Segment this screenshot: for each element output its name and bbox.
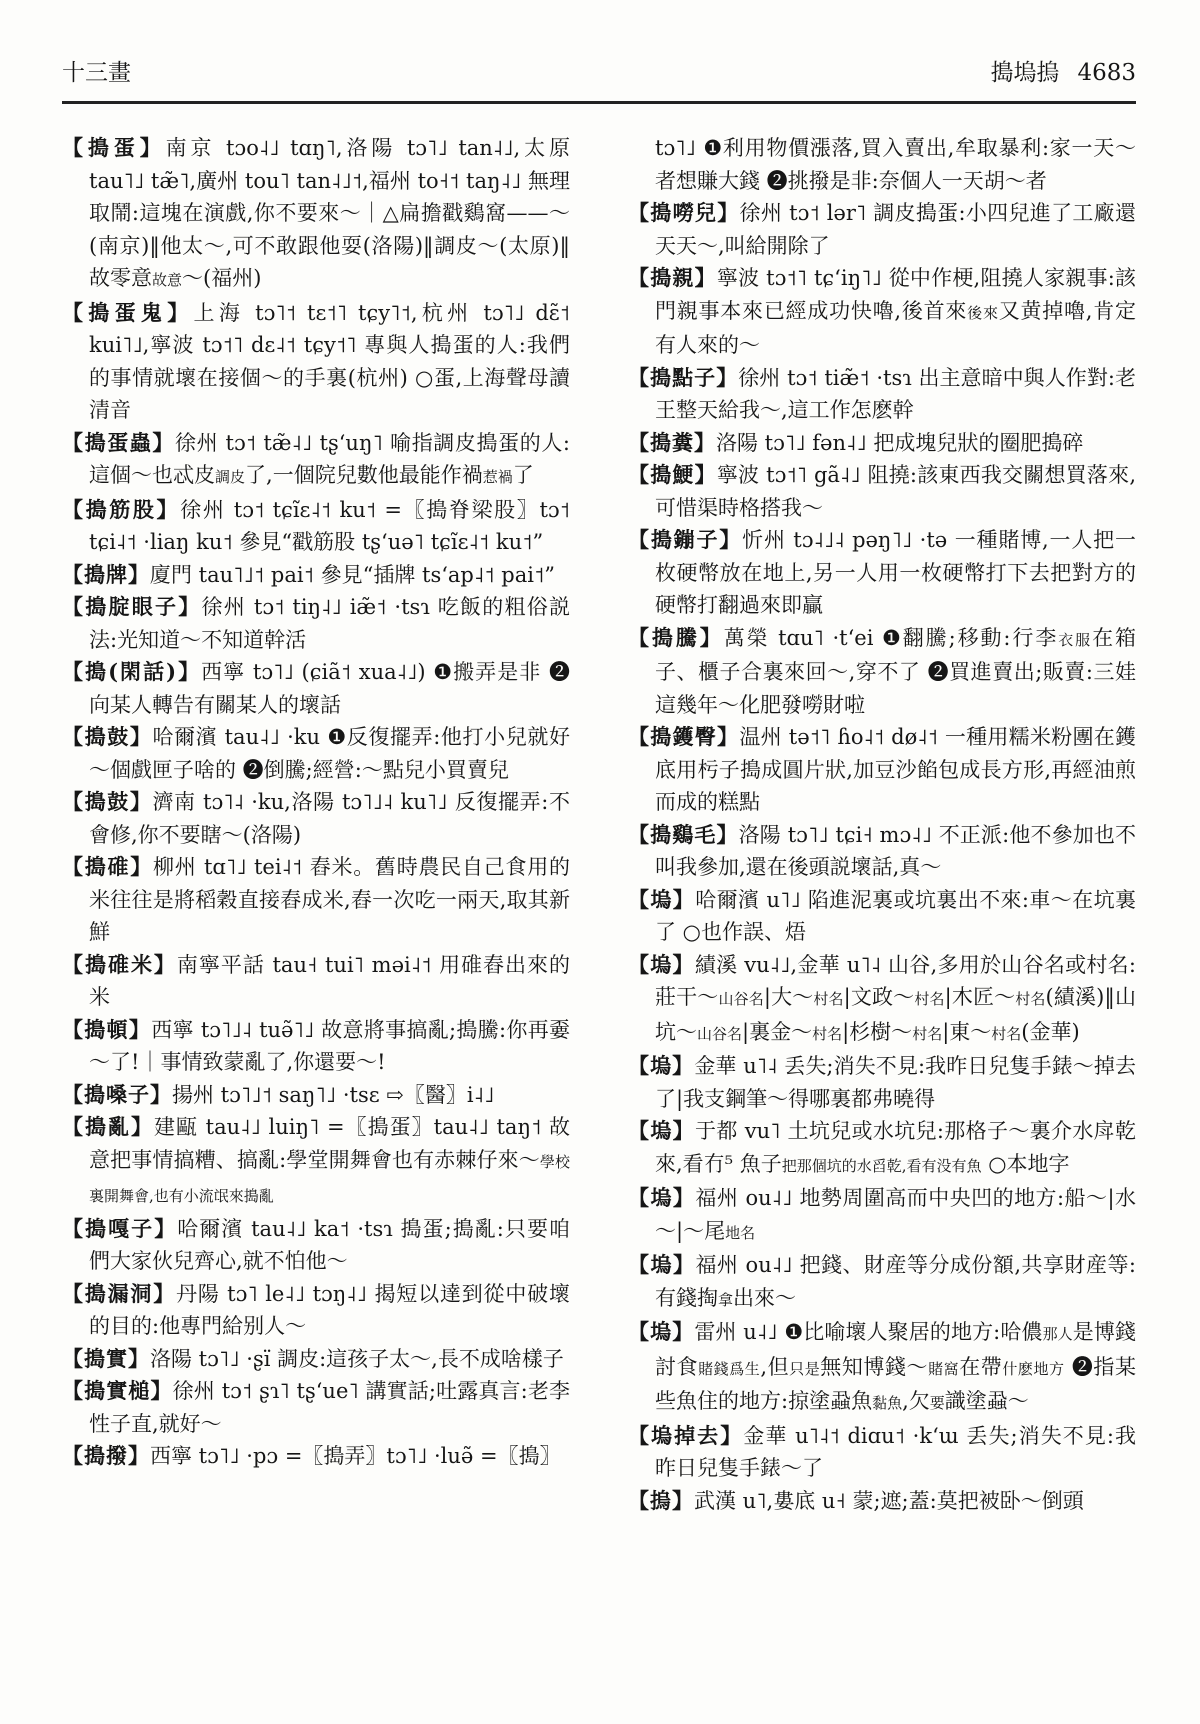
entry-headword: 【搗嗓子】 [62,1081,172,1107]
entry-text: 金華 u˥˨ 丢失;消失不見:我昨日兒隻手錶～掉去了|我支鋼筆～得哪裏都弗曉得 [655,1054,1136,1111]
entry-text: 上海 tɔ˥˦ tɛ˦˥ tɕy˥˦,杭州 tɔ˥˩ dɛ̃˦ kui˥˩,寧波 tɔ˦˥ dɛ˨˦ tɕy˦˥ 專與人搗蛋的人:我們的事情就壞在接個～的手裏(杭州) ○蛋,上海聲母讀清音 [89,300,570,422]
entry-headword: 【塢】 [628,886,696,912]
entry-text: 徐州 tɔ˦ tiæ̃˦ ·tsɿ 出主意暗中與人作對:老王整天給我～,這工作怎麽幹 [655,365,1137,422]
entry-headword: 【搗筋股】 [62,496,181,522]
dictionary-entry [628,1249,1136,1316]
dictionary-entry [62,656,570,721]
entry-text: (績溪)‖山坑～ [655,985,1136,1044]
gloss-note: 衣服 [1058,630,1093,649]
entry-headword: 【搗親】 [628,265,717,290]
gloss-note: 拿 [718,1290,734,1309]
entry-headword: 【搗點子】 [628,364,739,390]
dictionary-entry [62,949,570,1014]
entry-text: 武漢 u˥,婁底 u˧ 蒙;遮;蓋:莫把被卧～倒頭 [694,1488,1084,1513]
entry-text: 哈爾濱 tau˨˩ ka˦ ·tsɿ 搗蛋;搗亂:只要咱們大家伙兒齊心,就不怕他～ [89,1216,571,1273]
dictionary-entry [628,197,1136,262]
dictionary-entry [62,132,570,297]
dictionary-entry [62,1111,570,1213]
gloss-note: 地名 [725,1223,756,1242]
entry-headword: 【搗糞】 [628,429,716,455]
dictionary-entry [62,1278,570,1343]
entry-headword: 【搗(閑話)】 [62,659,202,684]
dictionary-entry [62,721,570,786]
entry-headword: 【塢】 [628,951,695,977]
entry-text: 金華 u˥˨˦ diɑu˦ ·kʻɯ 丢失;消失不見:我昨日兒隻手錶～了 [655,1423,1137,1480]
entry-text: 廈門 tau˥˩˦ pai˦ 參見“插牌 tsʻap˨˦ pai˦” [150,562,556,587]
dictionary-entry [628,884,1136,949]
entry-text: |東～ [942,1019,992,1044]
entry-headword: 【搗腚眼子】 [62,594,202,619]
gloss-note: 村名 [812,1024,843,1043]
entry-headword: 【搗騰】 [628,624,724,650]
entry-text: tɔ˥˩ ❶利用物價漲落,買入賣出,牟取暴利:家一天～者想賺大錢 ❷挑撥是非:奈個人一天胡～者 [655,136,1136,193]
entry-text: ,但 [760,1354,790,1379]
dictionary-entry [62,559,570,592]
entry-text: 出來～ [733,1285,797,1310]
entry-headword: 【塢】 [628,1252,696,1277]
entry-headword: 【塢】 [628,1319,695,1344]
entry-text: 識塗蝨～ [944,1389,1029,1413]
gloss-note: 賭錢爲生 [698,1359,761,1378]
dictionary-entry [62,1375,570,1440]
dictionary-entry [62,786,570,851]
entry-headword: 【搗蛋蟲】 [62,429,176,455]
entry-text: |大～ [763,985,814,1009]
entry-headword: 【搗蛋】 [62,135,166,160]
entry-headword: 【搗撥】 [62,1443,150,1468]
entry-text: 西寧 tɔ˥˩ (ɕiã˦ xua˨˩) ❶搬弄是非 ❷向某人轉告有關某人的壞話 [89,660,570,717]
dictionary-entry [628,427,1136,460]
gloss-note: 山谷名 [718,990,764,1008]
entry-text: 揚州 tɔ˥˩˦ saŋ˥˩ ·tsɛ ⇨〖醫〗i˨˩ [172,1082,495,1107]
entry-text: 建甌 tau˨˩ luiŋ˥ =〖搗蛋〗tau˨˩ taŋ˦ 故意把事情搞糟、搞亂:學堂開舞會也有赤棘仔來～ [89,1115,571,1172]
entry-text: 洛陽 tɔ˥˩ fən˨˩ 把成塊兒狀的圈肥搗碎 [716,430,1084,455]
gloss-note: 學校裏開舞會,也有小流氓來搗亂 [89,1152,570,1205]
entry-text: 丹陽 tɔ˥ le˨˩ tɔŋ˨˩ 揭短以達到從中破壞的目的:他專門給别人～ [89,1281,570,1338]
entry-headword: 【搗鏰子】 [628,527,743,552]
entry-headword: 【搗鯁】 [628,462,717,487]
entry-headword: 【搗鼓】 [62,789,153,814]
gloss-note: 故意 [152,271,183,289]
entry-text: 徐州 tɔ˦ tɕĩɛ˨˦ ku˦ =〖搗脊梁股〗tɔ˦ tɕi˨˦ ·liaŋ ku˦ 參見“戳筋股 tʂʻuə˥ tɕĩɛ˨˦ ku˦” [89,497,570,554]
dictionary-entry [62,851,570,949]
entry-text: 徐州 tɔ˦ tiŋ˨˩ iæ̃˦ ·tsɿ 吃飯的粗俗説法:光知道～不知道幹活 [89,595,570,652]
column-left [62,132,570,1517]
entry-headword: 【搗蛋鬼】 [62,299,194,325]
dictionary-entry [62,494,570,559]
gloss-note: 黏魚 [872,1394,903,1412]
dictionary-entry [628,262,1136,362]
entry-text: 了 [512,463,534,487]
gloss-note: 什麽地方 [1002,1359,1065,1378]
dictionary-entry [628,1485,1136,1518]
entry-headword: 【搗頓】 [62,1016,152,1042]
entry-text: ,欠 [902,1389,930,1413]
entry-headword: 【搗漏洞】 [62,1280,177,1306]
page-number: 4683 [1077,60,1136,86]
dictionary-entry [628,524,1136,622]
entry-text: 又黄掉嚕,肯定有人來的～ [655,298,1136,357]
dictionary-entry [628,949,1136,1051]
dictionary-entry [62,1079,570,1112]
entry-text: 洛陽 tɔ˥˩ ·ʂï 調皮:這孩子太～,長不成啥樣子 [150,1346,564,1371]
entry-headword: 【塢掉去】 [628,1422,744,1448]
gloss-note: 村名 [813,990,844,1008]
header-rule [62,101,1136,104]
entry-text: ～(福州) [182,266,262,290]
header-right [972,58,1136,88]
dictionary-entry [628,1316,1136,1420]
entry-headword: 【搗碓】 [62,854,154,879]
gloss-note: 村名 [912,1024,943,1043]
dictionary-entry [62,591,570,656]
entry-text: 温州 tə˦˥ ɦo˨˦ dø˨˦ 一種用糯米粉團在鑊底用杇子搗成圓片狀,加豆沙餡包成長方形,再經油煎而成的糕點 [655,725,1136,814]
entry-text: 南寧平話 tau˧ tui˥ məi˨˦ 用碓舂出來的米 [89,952,570,1009]
entry-text: 忻州 tɔ˨˩˨ pəŋ˥˩ ·tə 一種賭博,一人把一枚硬幣放在地上,另一人用一枚硬幣打下去把對方的硬幣打翻過來即贏 [655,528,1137,617]
entry-headword: 【搗實】 [62,1345,150,1371]
entry-headword: 【塢】 [628,1185,696,1210]
entry-text: 寧波 tɔ˦˥ tɕʻiŋ˥˩ 從中作梗,阻撓人家親事:該門親事本來已經成功快嚕,後首來 [655,266,1136,323]
gloss-note: 賭窩 [928,1359,960,1378]
dictionary-entry [628,1115,1136,1182]
entry-headword: 【搗實槌】 [62,1378,173,1403]
entry-text: 是博錢討食 [655,1320,1136,1379]
entry-headword: 【搗鼓】 [62,724,153,749]
entry-text: |杉樹～ [842,1019,913,1044]
gloss-note: 那人 [1042,1325,1073,1343]
entry-text: 徐州 tɔ˦ lər˥ 調皮搗蛋:小四兒進了工廠還天天～,叫給開除了 [655,201,1136,258]
entry-text: 西寧 tɔ˥˩˨ tuə̃˥˩ 故意將事搞亂;搗騰:你再嫑～了!｜事情致蒙亂了,你還要～! [89,1017,570,1074]
gloss-note: 惹禍 [482,468,513,486]
entry-text: |文政～ [843,985,915,1009]
entry-text: 雷州 u˨˩ ❶比喻壞人聚居的地方:哈儂 [694,1320,1043,1344]
guide-words: 搗塢摀 [990,60,1060,86]
entry-text: 于都 vu˥ 土坑兒或水坑兒:那格子～裏介水戽乾來,看冇⁵ 魚子 [655,1119,1137,1176]
entry-headword: 【塢】 [628,1053,695,1078]
dictionary-entry [62,1014,570,1079]
entry-text: 萬榮 tɑu˥ ·tʻei ❶翻騰;移動:行李 [723,625,1059,650]
dictionary-entry [628,1050,1136,1115]
entry-text: (金華) [1021,1019,1080,1044]
entry-text: 柳州 tɑ˥˩ tei˨˦ 舂米。舊時農民自己食用的米往往是將稻穀直接舂成米,舂一次吃一兩天,取其新鮮 [89,855,570,944]
column-right [628,132,1136,1517]
entry-text: |木匠～ [944,985,1016,1009]
gloss-note: 要 [929,1394,945,1412]
entry-text: 福州 ou˨˩ 地勢周圍高而中央凹的地方:船～|水～|～尾 [655,1186,1136,1243]
page-header [62,58,1136,88]
dictionary-entry [628,819,1136,884]
entry-text: 濟南 tɔ˥˨ ·ku,洛陽 tɔ˥˩˨ ku˥˩ 反復擺弄:不會修,你不要瞎～(洛陽) [89,790,570,847]
entry-headword: 【搗牌】 [62,561,150,587]
entry-headword: 【搗亂】 [62,1114,154,1139]
entry-text: 南京 tɔo˨˩ tɑŋ˥,洛陽 tɔ˥˩ tan˨˩,太原 tau˥˩ tæ̃˥,廣州 tou˥ tan˨˩˦,福州 to˧˦ taŋ˨˩ 無理取鬧:這塊在演戲,你不要來～｜△扁擔戳鷄窩——～(南京)‖他太～,可不敢跟他耍(洛陽)‖調皮～(太原)‖故零意 [89,136,571,290]
entry-text: 哈爾濱 tau˨˩ ·ku ❶反復擺弄:他打小兒就好～個戲匣子啥的 ❷倒騰;經營:～點兒小買賣兒 [89,725,570,782]
entry-text: 了,一個院兒數他最能作禍 [245,463,483,487]
entry-headword: 【摀】 [628,1487,694,1513]
dictionary-entry [628,1182,1136,1249]
entry-text: 徐州 tɔ˦ ʂɿ˥ tʂʻue˥ 講實話;吐露真言:老李性子直,就好～ [89,1379,570,1436]
dictionary-entry [62,1343,570,1376]
entry-text: 西寧 tɔ˥˩ ·pɔ =〖搗弄〗tɔ˥˩ ·luə̃ =〖搗〗 [150,1444,561,1468]
dictionary-entry [628,622,1136,722]
entry-text: 無知博錢～ [820,1354,929,1379]
entry-text: 在箱子、櫃子合裏來回～,穿不了 ❷買進賣出;販賣:三娃這幾年～化肥發嘮財啦 [655,625,1137,717]
entry-headword: 【搗嘮兒】 [628,200,740,225]
entry-text: 福州 ou˨˩ 把錢、財産等分成份額,共享財産等:有錢掏 [655,1253,1136,1310]
gloss-note: 村名 [1015,990,1046,1008]
entry-text: |裏金～ [742,1019,813,1044]
gloss-note: 只是 [789,1359,821,1378]
gloss-note: 村名 [991,1024,1022,1043]
dictionary-entry [62,427,570,494]
entry-text: 哈爾濱 u˥˩ 陷進泥裏或坑裏出不來:車～在坑裏了 ○也作誤、焐 [655,887,1136,944]
entry-text: ❷指某些魚住的地方:掠塗蝨魚 [655,1354,1136,1413]
dictionary-entry [628,362,1136,427]
dictionary-entry [628,721,1136,819]
dictionary-entry [62,1440,570,1473]
entry-text: ○本地字 [981,1151,1070,1176]
entry-text: 寧波 tɔ˦˥ gã˨˩ 阻撓:該東西我交關想買落來,可惜渠時格搭我～ [655,463,1136,520]
dictionary-columns [62,132,1136,1517]
gloss-note: 把那個坑的水舀乾,看有没有魚 [781,1156,982,1175]
entry-headword: 【塢】 [628,1118,696,1143]
entry-headword: 【搗鷄毛】 [628,821,739,847]
dictionary-entry [62,297,570,427]
entry-headword: 【搗碓米】 [62,951,177,977]
dictionary-entry [628,1420,1136,1485]
gloss-note: 山谷名 [697,1024,743,1043]
dictionary-entry [62,1213,570,1278]
dictionary-entry [628,132,1136,197]
gloss-note: 村名 [914,990,945,1008]
entry-headword: 【搗嘎子】 [62,1215,178,1241]
entry-text: 洛陽 tɔ˥˩ tɕi˧ mɔ˨˩ 不正派:他不參加也不叫我參加,還在後頭説壞話,真～ [655,822,1137,879]
entry-text: 徐州 tɔ˦ tæ̃˨˩ tʂʻuŋ˥ 喻指調皮搗蛋的人:這個～也忒皮 [89,430,571,487]
dictionary-entry [628,459,1136,524]
gloss-note: 調皮 [215,468,246,486]
entry-text: 績溪 vu˨˩,金華 u˥˨ 山谷,多用於山谷名或村名:莊干～ [655,952,1136,1009]
entry-headword: 【搗鑊臀】 [628,724,740,749]
gloss-note: 後來 [967,303,999,322]
section-title: 十三畫 [62,60,131,86]
entry-text: 在帶 [959,1354,1003,1379]
